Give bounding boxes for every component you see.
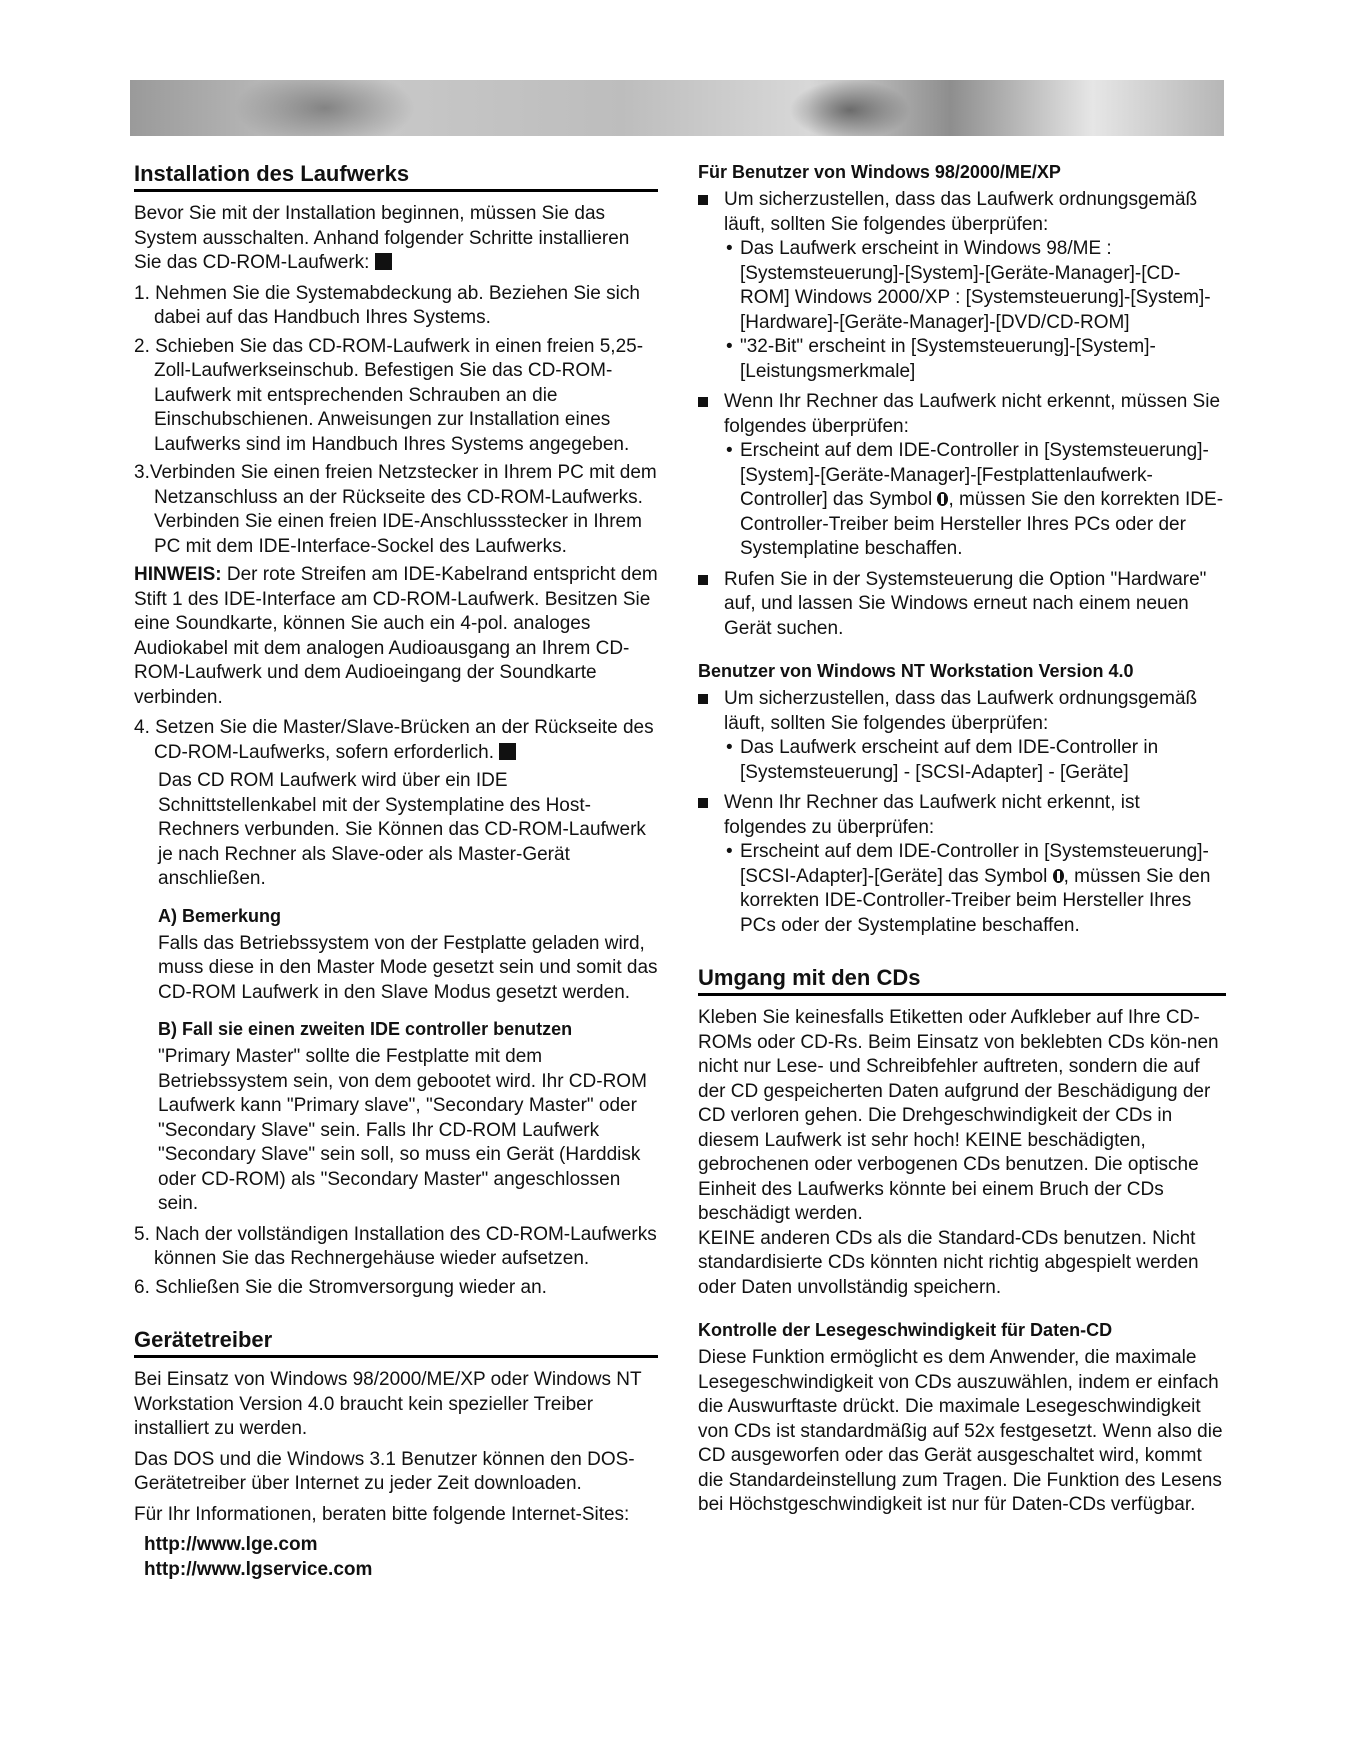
link-lgservice[interactable]: http://www.lgservice.com [144, 1558, 373, 1580]
note-text: Der rote Streifen am IDE-Kabelrand entspricht dem Stift 1 des IDE-Interface am CD-ROM-Laufwerk. Besitzen Sie eine Soundkarte, können Sie auch ein 4-pol. analoges Audiokabel mit dem analogen Audioausgang an Ihrem CD-ROM-Laufwerk und dem Audioeingang der Soundkarte verbinden. [134, 564, 658, 708]
drivers-paragraph-2: Das DOS und die Windows 3.1 Benutzer können den DOS-Gerätetreiber über Internet zu jeder Zeit downloaden. [134, 1448, 635, 1494]
right-column [698, 160, 1226, 1524]
exclamation-symbol-icon [937, 492, 948, 506]
nt-item-2: Wenn Ihr Rechner das Laufwerk nicht erkennt, ist folgendes zu überprüfen: • Erscheint auf dem IDE-Controller in [Systemsteuerung]-[SCSI-Adapter]-[Geräte] das Symbol , müssen Sie den korrekten IDE-Controller-Treiber beim Hersteller Ihres PCs oder der Systemplatine beschaffen. [698, 791, 1226, 938]
win98-subitem-3: • Erscheint auf dem IDE-Controller in [Systemsteuerung]-[System]-[Geräte-Manager]-[Festplattenlaufwerk-Controller] das Symbol , müssen Sie den korrekten IDE-Controller-Treiber beim Hersteller Ihres PCs oder der Systemplatine beschaffen. [724, 439, 1226, 562]
win98-subitem-1: • Das Laufwerk erscheint in Windows 98/ME : [Systemsteuerung]-[System]-[Geräte-Manager]-[CD-ROM] Windows 2000/XP : [Systemsteuerung]-[System]-[Hardware]-[Geräte-Manager]-[DVD/CD-ROM] [724, 237, 1226, 335]
nt-item-1: Um sicherzustellen, dass das Laufwerk ordnungsgemäß läuft, sollten Sie folgendes überprüfen: • Das Laufwerk erscheint auf dem IDE-Controller in [Systemsteuerung] - [SCSI-Adapter] - [Geräte] [698, 687, 1226, 785]
step4-detail-text: Das CD ROM Laufwerk wird über ein IDE Schnittstellenkabel mit der Systemplatine des Host-Rechners verbunden. Sie Können das CD-ROM-Laufwerk je nach Rechner als Slave-oder als Master-Gerät anschließen. [158, 770, 646, 889]
section-title-cds: Umgang mit den CDs [698, 964, 1226, 996]
install-step-4: 4. Setzen Sie die Master/Slave-Brücken an der Rückseite des CD-ROM-Laufwerks, sofern erforderlich. [134, 717, 654, 763]
remark-a-title: A) Bemerkung [158, 905, 282, 926]
install-step-3: 3.Verbinden Sie einen freien Netzstecker in Ihrem PC mit dem Netzanschluss an der Rückseite des CD-ROM-Laufwerks. Verbinden Sie einen freien IDE-Anschlussstecker in Ihrem PC mit dem IDE-Interface-Sockel des Laufwerks. [134, 462, 657, 557]
square-marker-icon [375, 253, 392, 270]
section-title-nt: Benutzer von Windows NT Workstation Version 4.0 [698, 661, 1134, 681]
install-step-5: 5. Nach der vollständigen Installation des CD-ROM-Laufwerks können Sie das Rechnergehäuse wieder aufsetzen. [134, 1223, 657, 1269]
cds-paragraph-2: KEINE anderen CDs als die Standard-CDs benutzen. Nicht standardisierte CDs könnten nicht richtig abgespielt werden oder Daten unvollständig speichern. [698, 1227, 1199, 1298]
header-banner [130, 80, 1224, 136]
section-title-installation: Installation des Laufwerks [134, 160, 658, 192]
win98-item-2: Wenn Ihr Rechner das Laufwerk nicht erkennt, müssen Sie folgendes überprüfen: • Erscheint auf dem IDE-Controller in [Systemsteuerung]-[System]-[Geräte-Manager]-[Festplattenlaufwerk-Controller] das Symbol , müssen Sie den korrekten IDE-Controller-Treiber beim Hersteller Ihres PCs oder der Systemplatine beschaffen. [698, 390, 1226, 562]
install-step-1: 1. Nehmen Sie die Systemabdeckung ab. Beziehen Sie sich dabei auf das Handbuch Ihres Systems. [134, 282, 640, 328]
step4-details [134, 769, 658, 1217]
note-label: HINWEIS: [134, 564, 222, 585]
section-title-drivers: Gerätetreiber [134, 1326, 658, 1358]
win98-item-3: Rufen Sie in der Systemsteuerung die Option "Hardware" auf, und lassen Sie Windows erneut nach einem neuen Gerät suchen. [698, 568, 1226, 642]
nt-subitem-2: • Erscheint auf dem IDE-Controller in [Systemsteuerung]-[SCSI-Adapter]-[Geräte] das Symbol , müssen Sie den korrekten IDE-Controller-Treiber beim Hersteller Ihres PCs oder der Systemplatine beschaffen. [724, 840, 1226, 938]
remark-b-text: "Primary Master" sollte die Festplatte mit dem Betriebssystem sein, von dem gebootet wird. Ihr CD-ROM Laufwerk kann "Primary slave", "Secondary Master" oder "Secondary Slave" sein. Falls Ihr CD-ROM Laufwerk "Secondary Slave" sein soll, so muss ein Gerät (Harddisk oder CD-ROM) als "Secondary Master" angeschlossen sein. [158, 1046, 647, 1214]
install-intro: Bevor Sie mit der Installation beginnen, müssen Sie das System ausschalten. Anhand folgender Schritte installieren Sie das CD-ROM-Laufwerk: [134, 203, 630, 273]
section-title-win98: Für Benutzer von Windows 98/2000/ME/XP [698, 162, 1061, 182]
install-step-6: 6. Schließen Sie die Stromversorgung wieder an. [134, 1276, 547, 1298]
win98-list [698, 188, 1226, 641]
win98-item-1: Um sicherzustellen, dass das Laufwerk ordnungsgemäß läuft, sollten Sie folgendes überprüfen: • Das Laufwerk erscheint in Windows 98/ME : [Systemsteuerung]-[System]-[Geräte-Manager]-[CD-ROM] Windows 2000/XP : [Systemsteuerung]-[System]-[Hardware]-[Geräte-Manager]-[DVD/CD-ROM] • "32-Bit" erscheint in [Systemsteuerung]-[System]-[Leistungsmerkmale] [698, 188, 1226, 384]
remark-a-text: Falls das Betriebssystem von der Festplatte geladen wird, muss diese in den Master Mode gesetzt sein und somit das CD-ROM Laufwerk in den Slave Modus gesetzt werden. [158, 932, 658, 1003]
nt-list [698, 687, 1226, 938]
install-step-2: 2. Schieben Sie das CD-ROM-Laufwerk in einen freien 5,25-Zoll-Laufwerkseinschub. Befestigen Sie das CD-ROM-Laufwerk mit entsprechenden Schrauben an die Einschubschienen. Anweisungen zur Installation eines Laufwerks sind im Handbuch Ihres Systems angegeben. [134, 335, 644, 455]
exclamation-symbol-icon [1053, 869, 1064, 883]
cds-paragraph-1: Kleben Sie keinesfalls Etiketten oder Aufkleber auf Ihre CD-ROMs oder CD-Rs. Beim Einsatz von beklebten CDs kön-nen nicht nur Lese- und Schreibfehler auftreten, sondern die auf der CD gespeicherten Daten aufgrund der Beschädigung der CD verloren gehen. Die Drehgeschwindigkeit der CDs in diesem Laufwerk ist sehr hoch! KEINE beschädigten, gebrochenen oder verbogenen CDs benutzen. Die optische Einheit des Laufwerks könnte bei einem Bruch der CDs beschädigt werden. [698, 1007, 1219, 1224]
remark-b-title: B) Fall sie einen zweiten IDE controller benutzen [158, 1019, 573, 1039]
win98-subitem-2: • "32-Bit" erscheint in [Systemsteuerung]-[System]-[Leistungsmerkmale] [724, 335, 1226, 384]
drivers-paragraph-1: Bei Einsatz von Windows 98/2000/ME/XP oder Windows NT Workstation Version 4.0 braucht kein spezieller Treiber installiert zu werden. [134, 1369, 642, 1439]
link-lge[interactable]: http://www.lge.com [144, 1534, 318, 1555]
speed-paragraph: Diese Funktion ermöglicht es dem Anwender, die maximale Lesegeschwindigkeit von CDs auszuwählen, indem er einfach die Auswurftaste drückt. Die maximale Lesegeschwindigkeit von CDs ist standardmäßig auf 52x festgesetzt. Wenn also die CD ausgeworfen oder das Gerät ausgeschaltet wird, kommt die Standardeinstellung zum Tragen. Die Funktion des Lesens bei Höchstgeschwindigkeit ist nur für Daten-CDs verfügbar. [698, 1347, 1223, 1515]
section-title-speed: Kontrolle der Lesegeschwindigkeit für Daten-CD [698, 1320, 1113, 1340]
square-marker-icon [499, 743, 516, 760]
left-column [134, 160, 658, 1582]
install-note [134, 563, 658, 710]
drivers-paragraph-3: Für Ihr Informationen, beraten bitte folgende Internet-Sites: [134, 1503, 630, 1525]
nt-subitem-1: • Das Laufwerk erscheint auf dem IDE-Controller in [Systemsteuerung] - [SCSI-Adapter] - [Geräte] [724, 736, 1226, 785]
